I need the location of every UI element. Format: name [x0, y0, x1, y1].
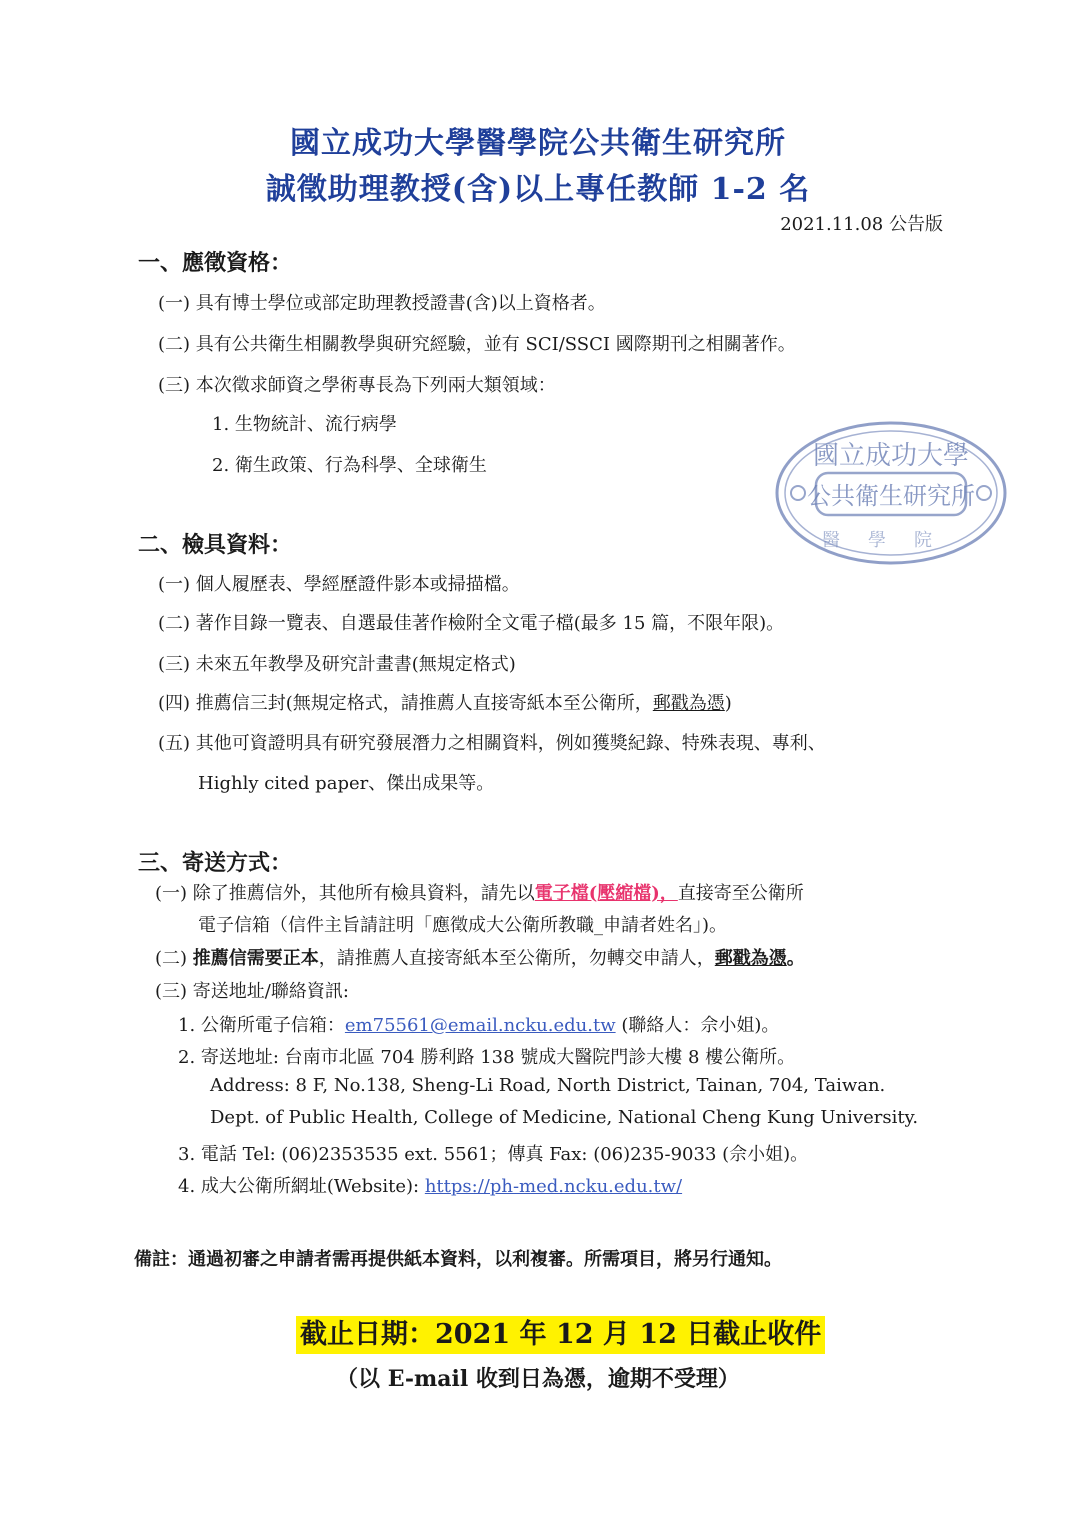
contact-address-en-2: Dept. of Public Health, College of Medicine, National Cheng Kung University.	[210, 1107, 919, 1128]
contact-address: 2. 寄送地址: 台南市北區 704 勝利路 138 號成大醫院門診大樓 8 樓公衛所。	[178, 1047, 796, 1068]
section-heading-documents: 二、檢具資料：	[138, 532, 293, 558]
submission-item-1-end: 直接寄至公衛所	[677, 883, 804, 904]
document-item-1: (一) 個人履歷表、學經歷證件影本或掃描檔。	[158, 574, 520, 595]
submission-item-3: (三) 寄送地址/聯絡資訊:	[155, 981, 349, 1002]
postmark-note: 郵戳為憑	[652, 693, 725, 714]
submission-item-1-text: (一) 除了推薦信外，其他所有檢具資料，請先以	[155, 883, 535, 904]
document-item-4	[158, 689, 732, 715]
document-item-4-text: (四) 推薦信三封(無規定格式，請推薦人直接寄紙本至公衛所，	[158, 693, 653, 714]
field-item-2: 2. 衛生政策、行為科學、全球衛生	[212, 455, 487, 476]
document-item-5-cont: Highly cited paper、傑出成果等。	[198, 773, 495, 794]
contact-person: (聯絡人：佘小姐)。	[615, 1015, 780, 1036]
institution-seal-stamp	[772, 418, 1010, 568]
field-item-1: 1. 生物統計、流行病學	[212, 414, 397, 435]
remark-note: 備註：通過初審之申請者需再提供紙本資料，以利複審。所需項目，將另行通知。	[134, 1249, 782, 1270]
contact-website	[178, 1172, 682, 1198]
postmark-note-bold: 郵戳為憑	[714, 948, 787, 969]
contact-email-label: 1. 公衛所電子信箱：	[178, 1015, 345, 1036]
original-letter-required: 推薦信需要正本	[192, 948, 319, 969]
qualification-item-2: (二) 具有公共衛生相關教學與研究經驗，並有 SCI/SSCI 國際期刊之相關著作。	[158, 334, 796, 355]
document-item-2: (二) 著作目錄一覽表、自選最佳著作檢附全文電子檔(最多 15 篇，不限年限)。	[158, 613, 785, 634]
contact-website-label: 4. 成大公衛所網址(Website):	[178, 1176, 425, 1197]
submission-item-2-end: 。	[786, 948, 805, 969]
contact-phone: 3. 電話 Tel: (06)2353535 ext. 5561；傳真 Fax: (06)235-9033 (佘小姐)。	[178, 1144, 809, 1165]
electronic-file-highlight: 電子檔(壓縮檔)，	[534, 883, 678, 904]
deadline-condition: （以 E-mail 收到日為憑，逾期不受理）	[336, 1366, 740, 1392]
seal-top-text: 國立成功大學	[812, 441, 970, 471]
submission-item-2	[155, 944, 805, 970]
document-item-3: (三) 未來五年教學及研究計畫書(無規定格式)	[158, 654, 516, 675]
seal-emblem-right-icon	[977, 486, 991, 500]
submission-item-2-prefix: (二)	[155, 948, 193, 969]
seal-middle-text: 公共衛生研究所	[807, 482, 975, 510]
page-subtitle: 誠徵助理教授(含)以上專任教師 1-2 名	[265, 172, 811, 207]
seal-bottom-text: 醫學院	[822, 530, 960, 551]
document-item-4-end: )	[724, 693, 732, 714]
contact-email	[178, 1011, 779, 1037]
submission-item-2-text: ，請推薦人直接寄紙本至公衛所，勿轉交申請人，	[318, 948, 715, 969]
section-heading-qualifications: 一、應徵資格：	[138, 250, 293, 276]
document-item-5: (五) 其他可資證明具有研究發展潛力之相關資料，例如獲獎紀錄、特殊表現、專利、	[158, 733, 826, 754]
deadline-banner: 截止日期：2021 年 12 月 12 日截止收件	[296, 1316, 825, 1354]
contact-address-en-1: Address: 8 F, No.138, Sheng-Li Road, North District, Tainan, 704, Taiwan.	[210, 1075, 886, 1096]
website-link[interactable]: https://ph-med.ncku.edu.tw/	[424, 1176, 683, 1197]
publish-date: 2021.11.08 公告版	[780, 214, 943, 235]
email-link[interactable]: em75561@email.ncku.edu.tw	[344, 1015, 616, 1036]
submission-item-1-cont: 電子信箱（信件主旨請註明「應徵成大公衛所教職_申請者姓名」)。	[198, 915, 728, 936]
seal-emblem-left-icon	[791, 486, 805, 500]
qualification-item-3: (三) 本次徵求師資之學術專長為下列兩大類領域：	[158, 375, 556, 396]
section-heading-submission: 三、寄送方式：	[138, 850, 293, 876]
submission-item-1	[155, 879, 804, 905]
qualification-item-1: (一) 具有博士學位或部定助理教授證書(含)以上資格者。	[158, 293, 606, 314]
page-title: 國立成功大學醫學院公共衛生研究所	[290, 126, 786, 161]
